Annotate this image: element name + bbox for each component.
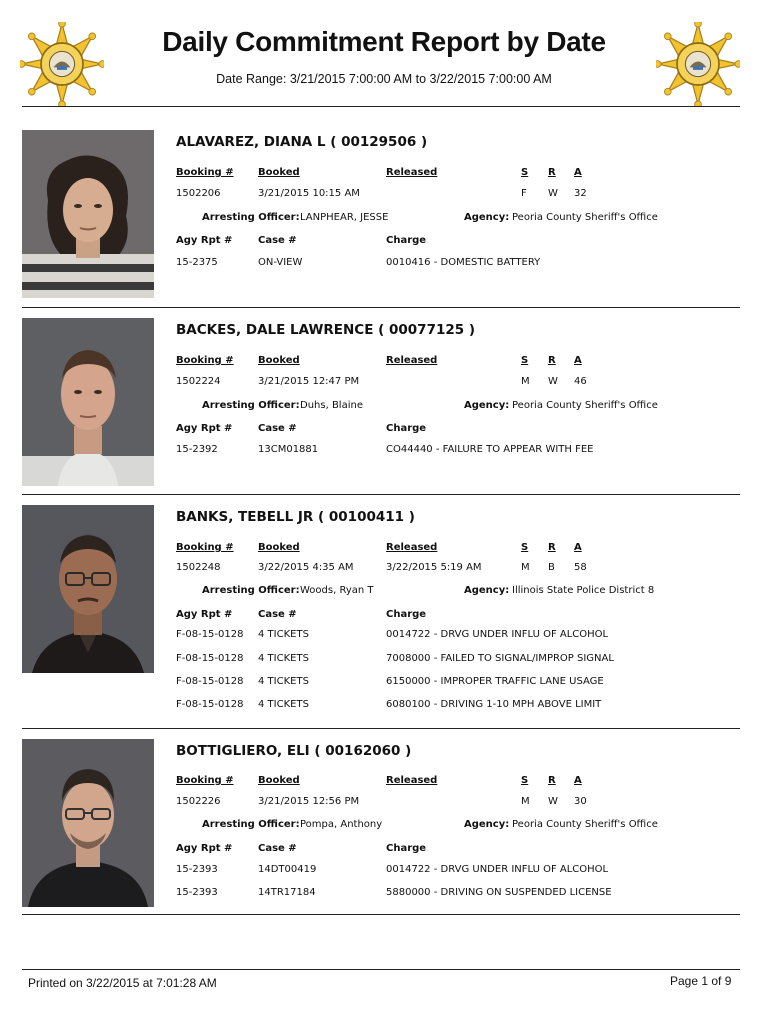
agency-value: Peoria County Sheriff's Office — [512, 400, 658, 411]
arresting-officer-value: LANPHEAR, JESSE — [300, 212, 389, 223]
charge-agy-rpt: F-08-15-0128 — [176, 676, 244, 687]
released-header: Released — [386, 775, 438, 786]
sex-header: S — [521, 355, 529, 366]
age-header: A — [574, 355, 582, 366]
booking-number: 1502226 — [176, 796, 221, 807]
case-header: Case # — [258, 609, 297, 620]
age-value: 46 — [574, 376, 587, 387]
arresting-officer-label: Arresting Officer: — [202, 400, 300, 411]
booking-header: Booking # — [176, 542, 234, 553]
charge-case: 14DT00419 — [258, 864, 317, 875]
charge-header: Charge — [386, 609, 427, 620]
arresting-officer-label: Arresting Officer: — [202, 819, 300, 830]
case-header: Case # — [258, 843, 297, 854]
age-value: 58 — [574, 562, 587, 573]
charge-description: 0014722 - DRVG UNDER INFLU OF ALCOHOL — [386, 629, 609, 640]
sex-value: F — [521, 188, 527, 199]
booked-header: Booked — [258, 775, 300, 786]
released-header: Released — [386, 167, 438, 178]
race-header: R — [548, 775, 556, 786]
race-value: W — [548, 796, 558, 807]
charge-case: ON-VIEW — [258, 257, 303, 268]
charge-header: Charge — [386, 843, 427, 854]
agy-rpt-header: Agy Rpt # — [176, 843, 233, 854]
sex-header: S — [521, 542, 529, 553]
footer-divider — [22, 969, 740, 970]
inmate-name: ALAVAREZ, DIANA L ( 00129506 ) — [176, 134, 428, 150]
charge-description: CO44440 - FAILURE TO APPEAR WITH FEE — [386, 444, 594, 455]
agency-value: Peoria County Sheriff's Office — [512, 819, 658, 830]
date-range: Date Range: 3/21/2015 7:00:00 AM to 3/22/2015 7:00:00 AM — [216, 72, 552, 86]
charge-description: 6080100 - DRIVING 1-10 MPH ABOVE LIMIT — [386, 699, 602, 710]
record-divider — [22, 914, 740, 915]
charge-description: 7008000 - FAILED TO SIGNAL/IMPROP SIGNAL — [386, 653, 614, 664]
arresting-officer-value: Pompa, Anthony — [300, 819, 383, 830]
charge-header: Charge — [386, 235, 427, 246]
charge-case: 4 TICKETS — [258, 653, 309, 664]
charge-header: Charge — [386, 423, 427, 434]
charge-agy-rpt: F-08-15-0128 — [176, 699, 244, 710]
agy-rpt-header: Agy Rpt # — [176, 423, 233, 434]
inmate-name: BANKS, TEBELL JR ( 00100411 ) — [176, 509, 415, 525]
charge-description: 6150000 - IMPROPER TRAFFIC LANE USAGE — [386, 676, 604, 687]
charge-description: 0014722 - DRVG UNDER INFLU OF ALCOHOL — [386, 864, 609, 875]
race-value: B — [548, 562, 555, 573]
charge-description: 5880000 - DRIVING ON SUSPENDED LICENSE — [386, 887, 612, 898]
mugshot-photo — [22, 130, 154, 298]
mugshot-photo — [22, 505, 154, 673]
charge-case: 4 TICKETS — [258, 699, 309, 710]
booked-header: Booked — [258, 542, 300, 553]
race-value: W — [548, 188, 558, 199]
booking-header: Booking # — [176, 355, 234, 366]
record-divider — [22, 494, 740, 495]
booked-date: 3/21/2015 12:47 PM — [258, 376, 360, 387]
arresting-officer-value: Duhs, Blaine — [300, 400, 363, 411]
agency-value: Illinois State Police District 8 — [512, 585, 655, 596]
released-date: 3/22/2015 5:19 AM — [386, 562, 482, 573]
race-header: R — [548, 542, 556, 553]
agency-label: Agency: — [464, 819, 510, 830]
booked-date: 3/21/2015 10:15 AM — [258, 188, 360, 199]
charge-agy-rpt: 15-2375 — [176, 257, 218, 268]
booked-date: 3/22/2015 4:35 AM — [258, 562, 354, 573]
agy-rpt-header: Agy Rpt # — [176, 235, 233, 246]
sex-value: M — [521, 376, 530, 387]
sex-header: S — [521, 775, 529, 786]
race-value: W — [548, 376, 558, 387]
report-title: Daily Commitment Report by Date — [162, 26, 606, 57]
charge-case: 14TR17184 — [258, 887, 316, 898]
age-value: 32 — [574, 188, 587, 199]
agency-value: Peoria County Sheriff's Office — [512, 212, 658, 223]
age-header: A — [574, 775, 582, 786]
age-value: 30 — [574, 796, 587, 807]
arresting-officer-label: Arresting Officer: — [202, 585, 300, 596]
record-divider — [22, 307, 740, 308]
mugshot-photo — [22, 739, 154, 907]
age-header: A — [574, 167, 582, 178]
page-number: Page 1 of 9 — [670, 974, 732, 988]
case-header: Case # — [258, 235, 297, 246]
booking-number: 1502224 — [176, 376, 221, 387]
booking-header: Booking # — [176, 775, 234, 786]
charge-case: 4 TICKETS — [258, 676, 309, 687]
charge-case: 13CM01881 — [258, 444, 319, 455]
mugshot-photo — [22, 318, 154, 486]
sex-header: S — [521, 167, 529, 178]
sex-value: M — [521, 562, 530, 573]
released-header: Released — [386, 542, 438, 553]
booking-header: Booking # — [176, 167, 234, 178]
sex-value: M — [521, 796, 530, 807]
inmate-name: BOTTIGLIERO, ELI ( 00162060 ) — [176, 743, 412, 759]
inmate-name: BACKES, DALE LAWRENCE ( 00077125 ) — [176, 322, 476, 338]
race-header: R — [548, 355, 556, 366]
agency-label: Agency: — [464, 585, 510, 596]
charge-agy-rpt: 15-2393 — [176, 864, 218, 875]
booked-header: Booked — [258, 167, 300, 178]
charge-case: 4 TICKETS — [258, 629, 309, 640]
charge-description: 0010416 - DOMESTIC BATTERY — [386, 257, 541, 268]
agy-rpt-header: Agy Rpt # — [176, 609, 233, 620]
race-header: R — [548, 167, 556, 178]
charge-agy-rpt: 15-2392 — [176, 444, 218, 455]
record-divider — [22, 728, 740, 729]
charge-agy-rpt: F-08-15-0128 — [176, 629, 244, 640]
charge-agy-rpt: F-08-15-0128 — [176, 653, 244, 664]
booked-date: 3/21/2015 12:56 PM — [258, 796, 360, 807]
released-header: Released — [386, 355, 438, 366]
arresting-officer-label: Arresting Officer: — [202, 212, 300, 223]
charge-agy-rpt: 15-2393 — [176, 887, 218, 898]
booking-number: 1502248 — [176, 562, 221, 573]
age-header: A — [574, 542, 582, 553]
arresting-officer-value: Woods, Ryan T — [300, 585, 374, 596]
printed-timestamp: Printed on 3/22/2015 at 7:01:28 AM — [28, 976, 217, 990]
booking-number: 1502206 — [176, 188, 221, 199]
booked-header: Booked — [258, 355, 300, 366]
header-divider — [22, 106, 740, 107]
agency-label: Agency: — [464, 212, 510, 223]
agency-label: Agency: — [464, 400, 510, 411]
case-header: Case # — [258, 423, 297, 434]
